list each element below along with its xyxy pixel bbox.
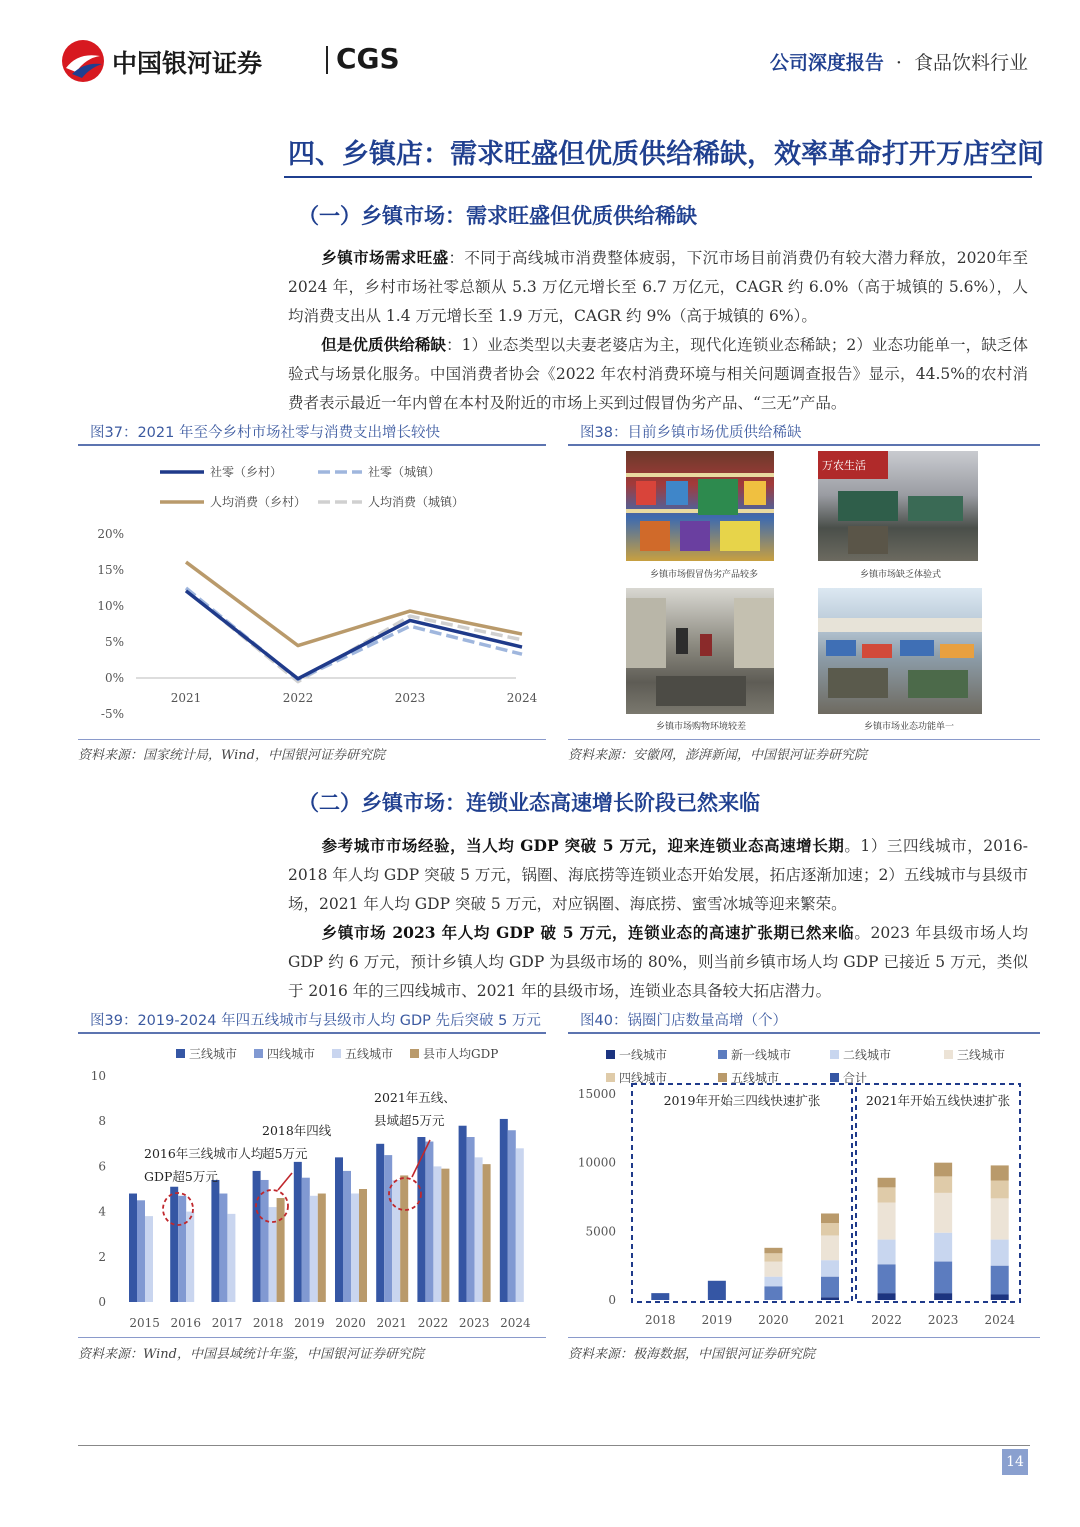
fig38-bottom-rule: [568, 739, 1040, 740]
legend-label: 合计: [843, 1071, 868, 1085]
x-tick-label: 2024: [984, 1313, 1015, 1327]
legend-swatch: [606, 1050, 615, 1059]
logo-cgs: CGS: [336, 42, 400, 75]
bar-segment: [764, 1253, 782, 1261]
bar: [343, 1171, 351, 1302]
annotation-2019: 2019年开始三四线快速扩张: [663, 1093, 821, 1108]
fig37-source: 资料来源：国家统计局，Wind，中国银河证券研究院: [78, 748, 385, 763]
legend-label: 人均消费（城镇）: [368, 495, 465, 509]
fig37-top-rule: [78, 444, 546, 446]
bar: [261, 1180, 269, 1302]
bar: [351, 1194, 359, 1302]
y-tick-label: 8: [98, 1114, 106, 1129]
x-tick-label: 2021: [814, 1313, 846, 1327]
shop-sign: 万农生活: [822, 459, 866, 472]
paragraph-3-lead: 参考城市市场经验，当人均 GDP 突破 5 万元，迎来连锁业态高速增长期: [321, 836, 845, 855]
bar: [129, 1194, 137, 1302]
bar: [145, 1216, 153, 1302]
bar-segment: [878, 1187, 896, 1202]
bar: [425, 1142, 433, 1302]
y-tick-label: 10: [90, 1069, 106, 1083]
y-tick-label: 0: [608, 1293, 616, 1307]
bar: [376, 1144, 384, 1302]
bar-segment: [991, 1240, 1009, 1266]
y-tick-label: 4: [98, 1204, 106, 1219]
legend-label: 县市人均GDP: [423, 1047, 499, 1061]
legend-swatch: [176, 1049, 185, 1058]
footer-rule: [78, 1445, 1030, 1446]
bar: [459, 1126, 467, 1302]
industry-label: 食品饮料行业: [913, 52, 1028, 74]
bar-segment: [651, 1293, 669, 1300]
annotation-2018-b: 超5万元: [262, 1146, 308, 1161]
caption-no-experience: 乡镇市场缺乏体验式: [860, 570, 942, 580]
legend-label: 五线城市: [345, 1047, 394, 1061]
bar-segment: [934, 1293, 952, 1300]
y-tick-label: 10%: [97, 599, 124, 613]
y-tick-label: 2: [98, 1249, 106, 1264]
x-tick-label: 2020: [758, 1313, 789, 1327]
subsection-title-2: （二）乡镇市场：连锁业态高速增长阶段已然来临: [298, 790, 760, 815]
bar: [400, 1175, 408, 1302]
bar: [475, 1157, 483, 1302]
x-tick-label: 2016: [170, 1316, 202, 1330]
bar: [170, 1187, 178, 1302]
x-tick-label: 2018: [252, 1316, 284, 1330]
bar: [384, 1155, 392, 1302]
bar: [227, 1214, 235, 1302]
bar-segment: [991, 1181, 1009, 1199]
x-tick-label: 2023: [394, 691, 426, 705]
bar: [137, 1200, 145, 1302]
logo-divider: [326, 46, 328, 74]
bar: [335, 1157, 343, 1302]
bar-segment: [821, 1223, 839, 1235]
y-tick-label: -5%: [100, 707, 124, 721]
x-tick-label: 2024: [500, 1316, 531, 1330]
legend-label: 二线城市: [843, 1048, 892, 1062]
bar-segment: [764, 1277, 782, 1287]
bar: [508, 1130, 516, 1302]
x-tick-label: 2022: [871, 1313, 902, 1327]
x-tick-label: 2021: [170, 691, 202, 705]
bar: [516, 1148, 524, 1302]
bar-segment: [708, 1281, 726, 1300]
subsection-title-1: （一）乡镇市场：需求旺盛但优质供给稀缺: [298, 203, 697, 228]
bar: [441, 1169, 449, 1302]
bar: [359, 1189, 367, 1302]
bar: [392, 1180, 400, 1302]
bar: [253, 1171, 261, 1302]
y-tick-label: 15%: [97, 563, 124, 577]
bar: [219, 1194, 227, 1302]
bar-segment: [821, 1277, 839, 1298]
paragraph-3-body: 。1）三四线城市，2016-2018 年人均 GDP 突破 5 万元，锅圈、海底捞等连锁业态开始发展，拓店逐渐加速；2）五线城市与县级市场，2021 年人均 GDP 突破 5 万元，对应锅圈、海底捞、蜜雪冰城等迎来繁荣。: [288, 837, 1028, 913]
bar-segment: [934, 1163, 952, 1177]
x-tick-label: 2017: [211, 1316, 243, 1330]
legend-label: 三线城市: [957, 1048, 1006, 1062]
bar-segment: [934, 1176, 952, 1192]
paragraph-1: [288, 243, 1028, 331]
bar-segment: [821, 1235, 839, 1260]
fig40-bottom-rule: [568, 1337, 1040, 1338]
header-dot: ·: [895, 52, 902, 74]
annotation-2021: 2021年开始五线快速扩张: [865, 1093, 1011, 1108]
legend-swatch: [718, 1073, 727, 1082]
legend-swatch: [718, 1050, 727, 1059]
fig39-chart: [78, 1036, 546, 1334]
bar: [483, 1164, 491, 1302]
bar-segment: [991, 1266, 1009, 1295]
caption-single-function: 乡镇市场业态功能单一: [864, 722, 955, 732]
fig38-title: 图38：目前乡镇市场优质供给稀缺: [580, 425, 802, 441]
page-number: 14: [1002, 1449, 1028, 1475]
legend-swatch: [830, 1050, 839, 1059]
legend-label: 三线城市: [189, 1047, 238, 1061]
photo-single-function: [818, 588, 982, 714]
fig37-chart: [78, 448, 546, 736]
legend-label: 一线城市: [619, 1048, 668, 1062]
legend-swatch: [410, 1049, 419, 1058]
bar-segment: [878, 1178, 896, 1188]
legend-label: 四线城市: [267, 1047, 316, 1061]
bar-segment: [821, 1297, 839, 1300]
brand-logo: [60, 38, 400, 84]
bar: [433, 1166, 441, 1302]
legend-label: 人均消费（乡村）: [210, 495, 307, 509]
paragraph-1-lead: 乡镇市场需求旺盛: [321, 248, 449, 267]
section-title: 四、乡镇店：需求旺盛但优质供给稀缺，效率革命打开万店空间: [288, 139, 1044, 170]
bar: [318, 1194, 326, 1302]
x-tick-label: 2019: [701, 1313, 733, 1327]
x-tick-label: 2023: [458, 1316, 490, 1330]
series-line: [186, 562, 522, 646]
bar-segment: [764, 1248, 782, 1253]
caption-poor-environment: 乡镇市场购物环境较差: [656, 722, 747, 732]
paragraph-4-lead: 乡镇市场 2023 年人均 GDP 破 5 万元，连锁业态的高速扩张期已然来临: [321, 923, 855, 942]
annotation-2016: 2016年三线城市人均: [144, 1146, 264, 1161]
bar: [310, 1196, 318, 1302]
y-tick-label: 10000: [577, 1155, 616, 1170]
legend-label: 社零（乡村）: [210, 465, 283, 479]
y-tick-label: 5000: [585, 1224, 616, 1239]
bar-segment: [878, 1293, 896, 1300]
photo-poor-environment: [626, 588, 774, 714]
report-type: 公司深度报告: [769, 52, 884, 74]
photo-market-street: [818, 451, 978, 561]
bar-segment: [878, 1264, 896, 1293]
x-tick-label: 2020: [335, 1316, 366, 1330]
legend-label: 社零（城镇）: [368, 465, 441, 479]
bar-segment: [821, 1260, 839, 1276]
bar-segment: [934, 1262, 952, 1294]
series-line: [186, 591, 522, 679]
bar-segment: [764, 1262, 782, 1277]
bar: [186, 1212, 194, 1302]
bar-segment: [821, 1213, 839, 1223]
paragraph-4-body: 。2023 年县级市场人均 GDP 约 6 万元，预计乡镇人均 GDP 为县级市场的 80%，则当前乡镇市场人均 GDP 已接近 5 万元，类似于 2016 年的三四线城市、2021 年的县级市场，连锁业态具备较大拓店潜力。: [288, 924, 1028, 1000]
fig40-chart: [568, 1036, 1040, 1334]
y-tick-label: 20%: [97, 527, 124, 541]
x-tick-label: 2018: [645, 1313, 676, 1327]
y-tick-label: 0: [98, 1295, 106, 1309]
legend-swatch: [944, 1050, 953, 1059]
paragraph-1-body: ：不同于高线城市消费整体疲弱，下沉市场目前消费仍有较大潜力释放，2020年至 2024 年，乡村市场社零总额从 5.3 万亿元增长至 6.7 万亿元，CAGR 约 6.0%（高于城镇的 5.6%），人均消费支出从 1.4 万元增长至 1.9 万元，CAGR 约 9%（高于城镇的 6%）。: [288, 249, 1028, 325]
fig39-title: 图39：2019-2024 年四五线城市与县级市人均 GDP 先后突破 5 万元: [90, 1013, 541, 1029]
fig40-title: 图40：锅圈门店数量高增（个）: [580, 1013, 787, 1029]
paragraph-4: [288, 918, 1028, 1006]
paragraph-2-body: ：1）业态类型以夫妻老婆店为主，现代化连锁业态稀缺；2）业态功能单一，缺乏体验式与场景化服务。中国消费者协会《2022 年农村消费环境与相关问题调查报告》显示，44.5%的农村消费者表示最近一年内曾在本村及附近的市场上买到过假冒伪劣产品、“三无”产品。: [288, 336, 1028, 412]
legend-label: 四线城市: [619, 1071, 668, 1085]
bar: [178, 1196, 186, 1302]
report-header: [770, 48, 1028, 75]
bar-segment: [991, 1295, 1009, 1300]
legend-swatch: [606, 1073, 615, 1082]
bar-segment: [934, 1193, 952, 1233]
annotation-2018: 2018年四线: [262, 1123, 332, 1138]
paragraph-2: [288, 330, 1028, 418]
bar: [302, 1178, 310, 1302]
bar: [211, 1180, 219, 1302]
fig39-source: 资料来源：Wind，中国县域统计年鉴，中国银河证券研究院: [78, 1347, 424, 1362]
bar-segment: [934, 1233, 952, 1262]
y-tick-label: 6: [98, 1159, 106, 1174]
bar: [277, 1198, 285, 1302]
bar-segment: [764, 1286, 782, 1300]
bar-segment: [991, 1165, 1009, 1180]
fig40-source: 资料来源：极海数据，中国银河证券研究院: [568, 1347, 816, 1362]
x-tick-label: 2021: [376, 1316, 408, 1330]
fig38-photo-grid: [568, 448, 1040, 736]
fig38-source: 资料来源：安徽网，澎湃新闻，中国银河证券研究院: [568, 748, 868, 763]
x-tick-label: 2023: [927, 1313, 959, 1327]
logo-text: 中国银河证券: [112, 49, 263, 78]
x-tick-label: 2024: [506, 691, 538, 705]
legend-swatch: [332, 1049, 341, 1058]
y-tick-label: 0%: [104, 671, 124, 685]
legend-swatch: [254, 1049, 263, 1058]
fig40-top-rule: [568, 1032, 1040, 1034]
fig38-top-rule: [568, 444, 1040, 446]
x-tick-label: 2022: [417, 1316, 449, 1330]
x-tick-label: 2019: [294, 1316, 325, 1330]
annotation-2016-b: GDP超5万元: [144, 1169, 218, 1184]
bar-segment: [878, 1240, 896, 1265]
fig37-bottom-rule: [78, 739, 546, 740]
highlight-box: [632, 1084, 852, 1302]
legend-swatch: [830, 1073, 839, 1082]
bar-segment: [991, 1198, 1009, 1239]
x-tick-label: 2015: [129, 1316, 160, 1330]
paragraph-2-lead: 但是优质供给稀缺: [321, 335, 447, 354]
y-tick-label: 15000: [577, 1087, 616, 1101]
bar: [294, 1162, 302, 1302]
bar: [467, 1137, 475, 1302]
annotation-2021: 2021年五线、: [374, 1090, 456, 1105]
photo-counterfeit-goods: [626, 451, 774, 561]
fig39-bottom-rule: [78, 1337, 546, 1338]
annotation-arrow: [278, 1173, 292, 1190]
x-tick-label: 2022: [282, 691, 314, 705]
section-title-rule: [284, 176, 1032, 178]
fig37-title: 图37：2021 年至今乡村市场社零与消费支出增长较快: [90, 425, 440, 441]
fig39-top-rule: [78, 1032, 546, 1034]
bar-segment: [878, 1202, 896, 1239]
legend-label: 新一线城市: [731, 1048, 792, 1062]
caption-counterfeit: 乡镇市场假冒伪劣产品较多: [650, 570, 759, 580]
annotation-2021-b: 县域超5万元: [374, 1113, 445, 1128]
paragraph-3: [288, 831, 1028, 919]
logo-emblem-icon: [60, 38, 106, 84]
bar: [500, 1119, 508, 1302]
y-tick-label: 5%: [104, 635, 124, 649]
legend-label: 五线城市: [731, 1071, 780, 1085]
